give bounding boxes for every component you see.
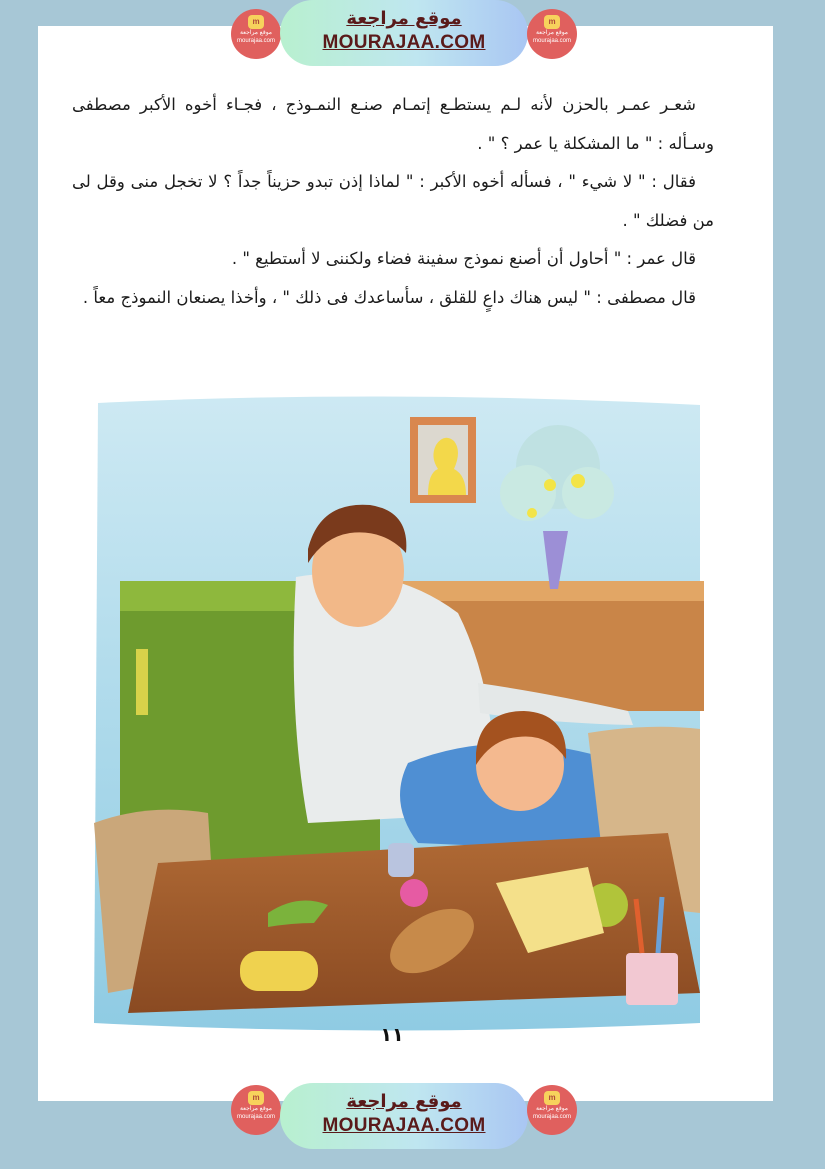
logo-text-ar: موقع مراجعة: [535, 1106, 569, 1112]
site-logo-bottom-left[interactable]: [231, 1085, 281, 1135]
flower: [544, 479, 556, 491]
logo-badge-icon: m: [248, 15, 264, 29]
logo-text-ar: موقع مراجعة: [239, 30, 273, 36]
story-paragraph: شعـر عمـر بالحزن لأنه لـم يستطـع إتمـام صنـع النمـوذج ، فجـاء أخوه الأكبر مصطفى وسـأله : " ما المشكلة يا عمر ؟ " .: [72, 95, 714, 153]
story-paragraph: فقال : " لا شيء " ، فسأله أخوه الأكبر : " لماذا إذن تبدو حزيناً جداً ؟ لا تخجل منى وقل لى من فضلك " .: [72, 172, 714, 230]
logo-text-en: mourajaa.com: [532, 1114, 571, 1120]
site-name-ar[interactable]: موقع مراجعة: [346, 8, 462, 29]
flower-bush: [562, 467, 614, 519]
site-banner-top[interactable]: [280, 0, 528, 66]
sideboard-top: [388, 581, 704, 601]
site-logo-top-left[interactable]: [231, 9, 281, 59]
logo-text-en: mourajaa.com: [236, 1114, 275, 1120]
story-text: [72, 86, 714, 317]
logo-text-ar: موقع مراجعة: [239, 1106, 273, 1112]
logo-badge-icon: m: [248, 1091, 264, 1105]
cabinet-handle: [136, 649, 148, 715]
logo-badge-icon: m: [544, 1091, 560, 1105]
site-name-ar[interactable]: موقع مراجعة: [346, 1091, 462, 1112]
site-banner-bottom[interactable]: [280, 1083, 528, 1149]
story-illustration: [88, 393, 708, 1033]
flower: [571, 474, 585, 488]
flower: [527, 508, 537, 518]
logo-badge-icon: m: [544, 15, 560, 29]
logo-text-ar: موقع مراجعة: [535, 30, 569, 36]
logo-text-en: mourajaa.com: [532, 38, 571, 44]
site-domain[interactable]: MOURAJAA.COM: [322, 1115, 486, 1136]
page-number: ١١: [380, 1024, 404, 1046]
story-paragraph: قال عمر : " أحاول أن أصنع نموذج سفينة فضاء ولكننى لا أستطيع " .: [231, 249, 696, 268]
glue-bottle: [240, 951, 318, 991]
pencil-cup: [626, 953, 678, 1005]
paint-jar: [388, 843, 414, 877]
tape-roll: [400, 879, 428, 907]
logo-text-en: mourajaa.com: [236, 38, 275, 44]
site-domain[interactable]: MOURAJAA.COM: [322, 32, 486, 53]
site-logo-top-right[interactable]: [527, 9, 577, 59]
story-paragraph: قال مصطفى : " ليس هناك داعٍ للقلق ، سأساعدك فى ذلك " ، وأخذا يصنعان النموذج معاً .: [82, 287, 696, 307]
site-logo-bottom-right[interactable]: [527, 1085, 577, 1135]
